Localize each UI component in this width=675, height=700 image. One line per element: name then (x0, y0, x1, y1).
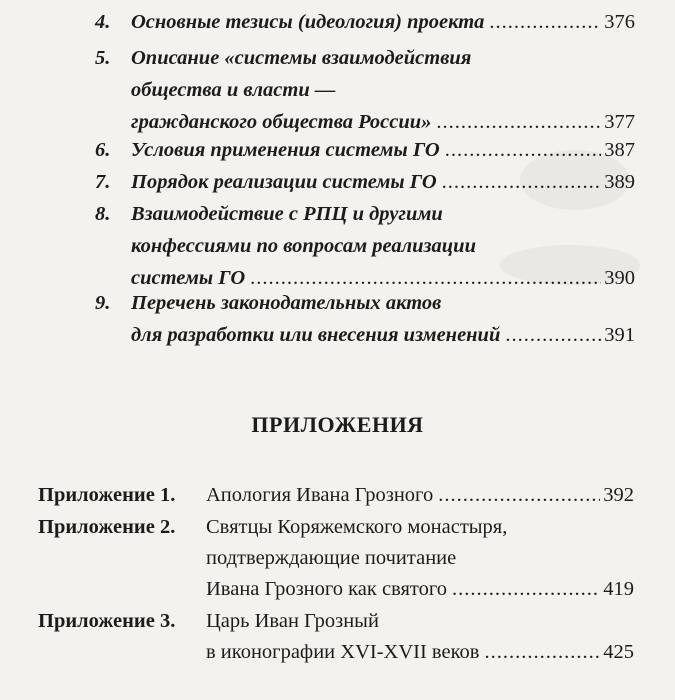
appendix-title-line: Царь Иван Грозный (206, 610, 379, 632)
toc-entry-number: 8. (95, 203, 111, 225)
appendix-page-number: 425 (603, 641, 634, 663)
dot-leader (489, 6, 601, 38)
appendix-title-line: Ивана Грозного как святого (206, 578, 448, 600)
appendix-title-line: подтверждающие почитание (206, 547, 457, 569)
appendix-entry (38, 606, 634, 668)
toc-page-number: 390 (604, 267, 635, 289)
toc-page-number: 387 (604, 139, 635, 161)
toc-entry-title-line: Взаимодействие с РПЦ и другими (131, 203, 443, 225)
toc-entry-title: Порядок реализации системы ГО (131, 171, 437, 193)
appendices-heading: ПРИЛОЖЕНИЯ (251, 412, 424, 437)
appendix-page-number: 392 (603, 484, 634, 506)
dot-leader (484, 637, 600, 668)
toc-entry-title-line: системы ГО (131, 267, 246, 289)
appendix-title-line: Святцы Коряжемского монастыря, (206, 516, 508, 538)
toc-entry-title-line: общества и власти — (131, 79, 336, 101)
toc-entry-title: Основные тезисы (идеология) проекта (131, 11, 485, 33)
toc-page-number: 391 (604, 324, 635, 346)
appendix-title: Апология Ивана Грозного (206, 484, 434, 506)
dot-leader (505, 319, 601, 351)
dot-leader (452, 574, 600, 605)
toc-page-number: 376 (604, 11, 635, 33)
dot-leader (442, 166, 602, 198)
toc-entry-title-line: для разработки или внесения изменений (131, 324, 501, 346)
appendix-entry (38, 512, 634, 605)
toc-entry-title: Условия применения системы ГО (131, 139, 440, 161)
toc-entry (95, 287, 635, 351)
dot-leader (445, 134, 602, 166)
toc-entry (95, 42, 635, 138)
toc-entry (95, 198, 635, 294)
toc-entry-number: 9. (95, 292, 111, 314)
dot-leader (438, 480, 600, 511)
appendix-title-line: в иконографии XVI-XVII веков (206, 641, 480, 663)
appendix-label: Приложение 1. (38, 484, 176, 506)
toc-entry-number: 6. (95, 139, 111, 161)
toc-entry (95, 166, 635, 198)
toc-entry-title-line: Описание «системы взаимодействия (131, 47, 472, 69)
toc-entry-title-line: гражданского общества России» (131, 111, 432, 133)
toc-entry-number: 4. (95, 11, 111, 33)
toc-entry-title-line: конфессиями по вопросам реализации (131, 235, 476, 257)
appendix-label: Приложение 3. (38, 610, 176, 632)
toc-entry-number: 7. (95, 171, 111, 193)
toc-entry-number: 5. (95, 47, 111, 69)
appendix-page-number: 419 (603, 578, 634, 600)
appendix-entry (38, 480, 634, 511)
toc-page-number: 377 (604, 111, 635, 133)
toc-page-number: 389 (604, 171, 635, 193)
toc-entry (95, 6, 635, 38)
toc-entry (95, 134, 635, 166)
appendix-label: Приложение 2. (38, 516, 176, 538)
toc-entry-title-line: Перечень законодательных актов (131, 292, 442, 314)
